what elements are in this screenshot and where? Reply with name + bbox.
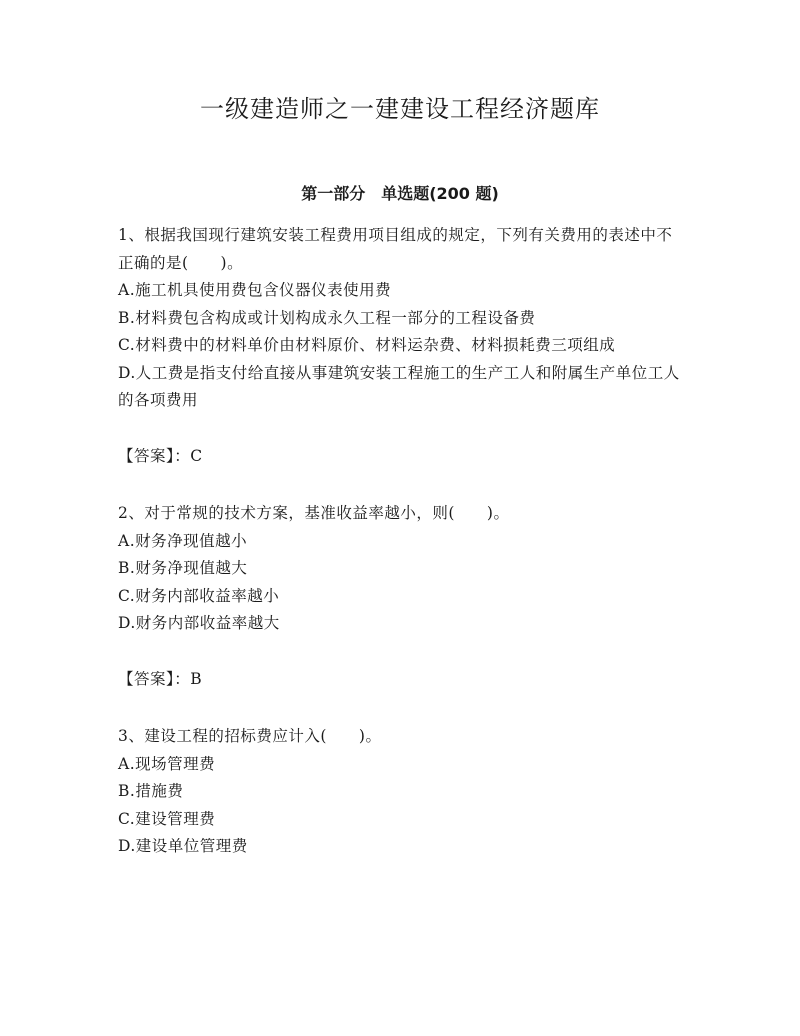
question-stem: 1、根据我国现行建筑安装工程费用项目组成的规定，下列有关费用的表述中不正确的是( )。 [118, 226, 673, 272]
question-2 [118, 500, 688, 693]
answer-label: 【答案】：C [118, 446, 203, 465]
answer-label: 【答案】：B [118, 669, 203, 688]
section-part: 第一部分 [301, 184, 366, 203]
question-stem: 3、建设工程的招标费应计入( )。 [118, 727, 382, 745]
question-3 [118, 723, 688, 861]
option-a: A.施工机具使用费包含仪器仪表使用费 [118, 281, 392, 299]
question-stem: 2、对于常规的技术方案，基准收益率越小，则( )。 [118, 504, 510, 522]
question-list [118, 222, 688, 861]
option-c: C.建设管理费 [118, 809, 216, 828]
option-b: B.材料费包含构成或计划构成永久工程一部分的工程设备费 [118, 308, 536, 327]
option-d: D.财务内部收益率越大 [118, 614, 280, 632]
option-b: B.财务净现值越大 [118, 559, 248, 577]
section-name: 单选题(200 题) [381, 184, 499, 203]
section-title [0, 181, 800, 207]
option-a: A.现场管理费 [118, 754, 216, 773]
option-c: C.财务内部收益率越小 [118, 586, 280, 605]
option-d: D.建设单位管理费 [118, 837, 248, 855]
question-1 [118, 222, 688, 470]
document-title: 一级建造师之一建建设工程经济题库 [200, 95, 600, 123]
option-c: C.材料费中的材料单价由材料原价、材料运杂费、材料损耗费三项组成 [118, 336, 616, 354]
option-b: B.措施费 [118, 782, 184, 800]
option-a: A.财务净现值越小 [118, 531, 248, 550]
option-d: D.人工费是指支付给直接从事建筑安装工程施工的生产工人和附属生产单位工人的各项费用 [118, 363, 680, 409]
